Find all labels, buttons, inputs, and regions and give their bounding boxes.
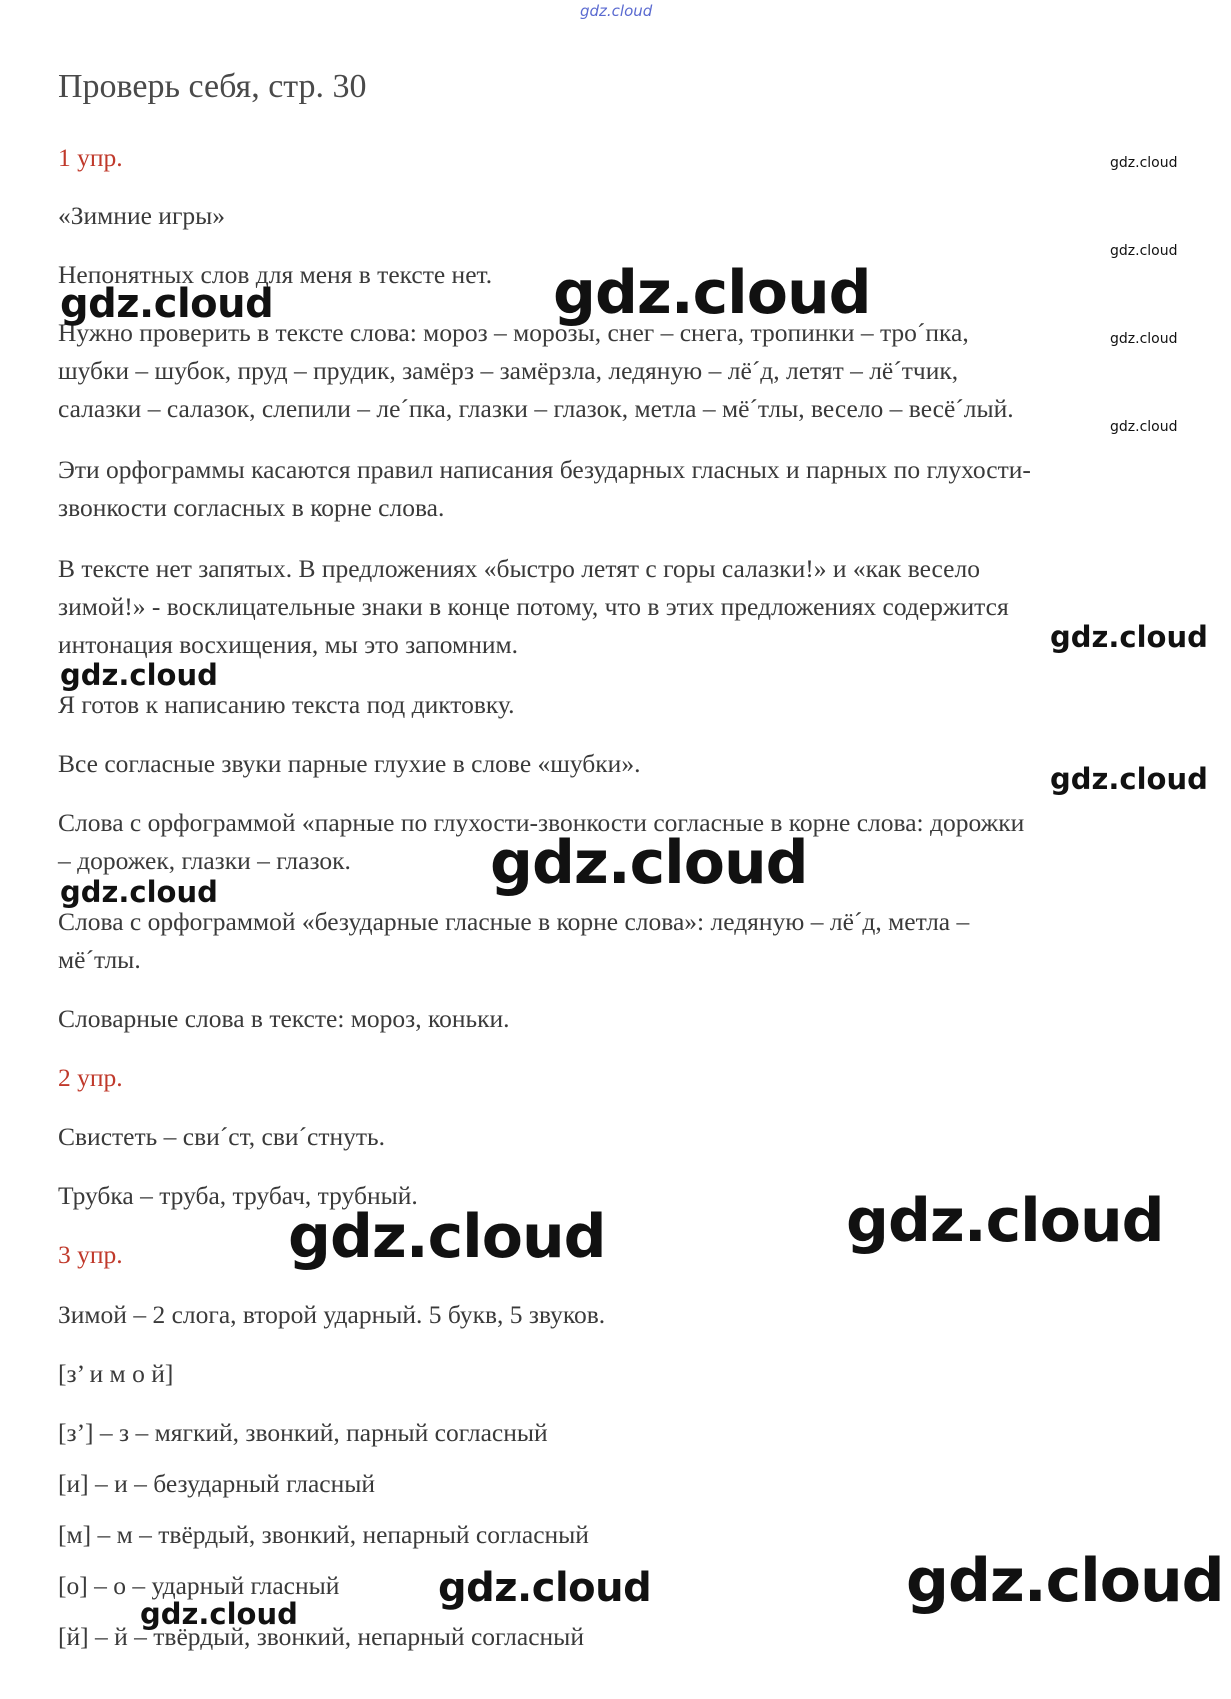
ex3-line: [м] – м – твёрдый, звонкий, непарный согласный [58,1520,589,1549]
ex3-line: Зимой – 2 слога, второй ударный. 5 букв, 5 звуков. [58,1300,606,1329]
ex1-line: Слова с орфограммой «безударные гласные в корне слова»: ледяную – лё´д, метла – [58,907,970,936]
exercise-2-label: 2 упр. [58,1063,123,1092]
watermark: gdz.cloud [1050,762,1208,796]
ex1-line: Слова с орфограммой «парные по глухости-звонкости согласные в корне слова: дорожки [58,808,1025,837]
watermark: gdz.cloud [60,281,274,327]
watermark: gdz.cloud [60,658,218,692]
watermark: gdz.cloud [1110,331,1178,347]
ex1-line: шубки – шубок, пруд – прудик, замёрз – замёрзла, ледяную – лё´д, летят – лё´тчик, [58,356,959,385]
ex1-line: «Зимние игры» [58,201,226,230]
ex1-line: мё´тлы. [58,945,141,974]
watermark: gdz.cloud [906,1546,1224,1616]
watermark: gdz.cloud [1110,419,1178,435]
watermark: gdz.cloud [846,1186,1164,1256]
page-title: Проверь себя, стр. 30 [58,68,367,105]
ex3-line: [й] – й – твёрдый, звонкий, непарный согласный [58,1622,584,1651]
watermark: gdz.cloud [490,828,808,898]
watermark: gdz.cloud [553,258,871,328]
watermark: gdz.cloud [1110,155,1178,171]
ex3-line: [и] – и – безударный гласный [58,1469,376,1498]
ex1-line: звонкости согласных в корне слова. [58,493,445,522]
ex2-line: Трубка – труба, трубач, трубный. [58,1181,418,1210]
ex1-line: Непонятных слов для меня в тексте нет. [58,260,493,289]
watermark: gdz.cloud [60,875,218,909]
ex1-line: Эти орфограммы касаются правил написания безударных гласных и парных по глухости- [58,455,1031,484]
watermark: gdz.cloud [1110,243,1178,259]
ex1-line: В тексте нет запятых. В предложениях «быстро летят с горы салазки!» и «как весело [58,554,980,583]
ex3-line: [з’ и м о й] [58,1359,174,1388]
ex1-line: Нужно проверить в тексте слова: мороз – морозы, снег – снега, тропинки – тро´пка, [58,318,969,347]
ex1-line: салазки – салазок, слепили – ле´пка, глазки – глазок, метла – мё´тлы, весело – весё´лый. [58,394,1014,423]
ex2-line: Свистеть – сви´ст, сви´стнуть. [58,1122,386,1151]
ex1-line: Словарные слова в тексте: мороз, коньки. [58,1004,510,1033]
ex3-line: [о] – о – ударный гласный [58,1571,340,1600]
ex1-line: интонация восхищения, мы это запомним. [58,630,518,659]
ex3-line: [з’] – з – мягкий, звонкий, парный согласный [58,1418,548,1447]
ex1-line: зимой!» - восклицательные знаки в конце потому, что в этих предложениях содержится [58,592,1009,621]
ex1-line: Я готов к написанию текста под диктовку. [58,690,515,719]
watermark: gdz.cloud [288,1202,606,1272]
watermark: gdz.cloud [140,1597,298,1631]
header-watermark: gdz.cloud [580,2,653,20]
watermark: gdz.cloud [438,1565,652,1611]
exercise-3-label: 3 упр. [58,1240,123,1269]
exercise-1-label: 1 упр. [58,143,123,172]
ex1-line: Все согласные звуки парные глухие в слове «шубки». [58,749,641,778]
ex1-line: – дорожек, глазки – глазок. [58,846,351,875]
watermark: gdz.cloud [1050,620,1208,654]
